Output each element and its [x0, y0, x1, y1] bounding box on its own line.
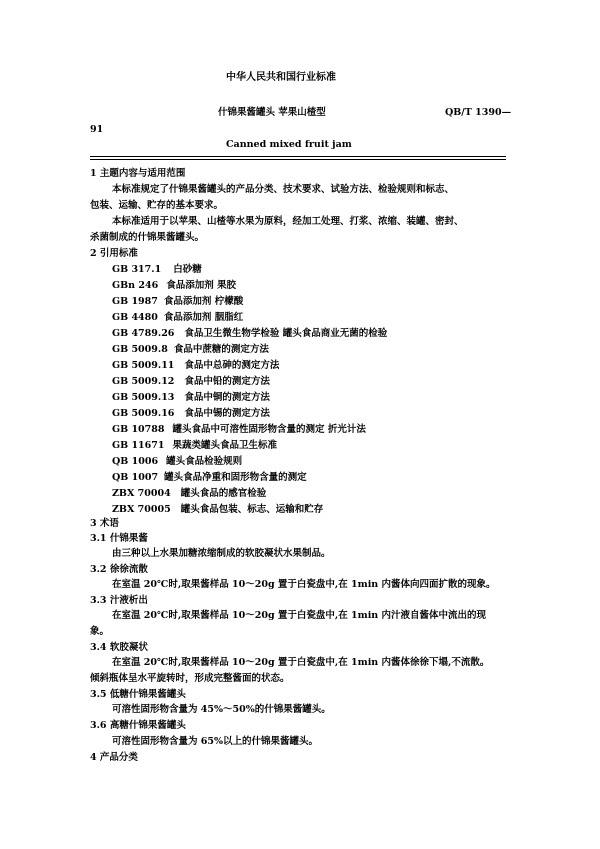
term-3-4-heading: 3.4 软胶凝状	[90, 642, 148, 653]
term-3-4-body: 在室温 20℃时,取果酱样品 10～20g 置于白瓷盘中,在 1min 内酱体徐徐下塌,不流散。	[112, 657, 490, 668]
org-title: 中华人民共和国行业标准	[226, 72, 336, 83]
reference-item: QB 1007 罐头食品净重和固形物含量的测定	[112, 472, 307, 483]
standard-year: 91	[90, 124, 104, 135]
section-1-para-2: 本标准适用于以苹果、山楂等水果为原料，经加工处理、打浆、浓缩、装罐、密封、	[112, 216, 464, 227]
term-3-6-heading: 3.6 高糖什锦果酱罐头	[90, 720, 186, 731]
term-3-6-body: 可溶性固形物含量为 65%以上的什锦果酱罐头。	[112, 736, 319, 747]
reference-item: GB 317.1 白砂糖	[112, 264, 202, 275]
term-3-3-heading: 3.3 汁液析出	[90, 595, 148, 606]
reference-item: GBn 246 食品添加剂 果胶	[112, 280, 236, 291]
term-3-1-body: 由三种以上水果加糖浓缩制成的软胶凝状水果制品。	[112, 548, 331, 559]
standard-number: QB/T 1390—	[445, 107, 512, 118]
reference-item: GB 5009.12 食品中铅的测定方法	[112, 376, 270, 387]
reference-item: GB 10788 罐头食品中可溶性固形物含量的测定 折光计法	[112, 424, 366, 435]
reference-item: GB 5009.8 食品中蔗糖的测定方法	[112, 344, 269, 355]
reference-item: ZBX 70005 罐头食品包装、标志、运输和贮存	[112, 504, 324, 515]
reference-item: ZBX 70004 罐头食品的感官检验	[112, 488, 267, 499]
section-4-heading: 4 产品分类	[90, 752, 138, 763]
term-3-1-heading: 3.1 什锦果酱	[90, 533, 148, 544]
reference-item: GB 4480 食品添加剂 胭脂红	[112, 312, 244, 323]
term-3-2-body: 在室温 20℃时,取果酱样品 10～20g 置于白瓷盘中,在 1min 内酱体向四面扩散的现象。	[112, 579, 496, 590]
section-2-heading: 2 引用标准	[90, 248, 138, 259]
section-1-para-1: 本标准规定了什锦果酱罐头的产品分类、技术要求、试验方法、检验规则和标志、	[112, 184, 455, 195]
term-3-3-body-cont: 象。	[90, 626, 110, 637]
reference-item: QB 1006 罐头食品检验规则	[112, 456, 243, 467]
standard-title-en: Canned mixed fruit jam	[226, 139, 352, 150]
term-3-4-body-cont: 倾斜瓶体呈水平旋转时，形成完整酱面的状态。	[90, 673, 290, 684]
reference-item: GB 5009.16 食品中锡的测定方法	[112, 408, 270, 419]
term-3-3-body: 在室温 20℃时,取果酱样品 10～20g 置于白瓷盘中,在 1min 内汁液自酱体中流出的现	[112, 610, 487, 621]
reference-item: GB 11671 果蔬类罐头食品卫生标准	[112, 440, 278, 451]
section-1-para-2-cont: 杀菌制成的什锦果酱罐头。	[90, 232, 205, 243]
section-1-heading: 1 主题内容与适用范围	[90, 168, 186, 179]
term-3-2-heading: 3.2 徐徐流散	[90, 564, 148, 575]
reference-item: GB 1987 食品添加剂 柠檬酸	[112, 296, 244, 307]
reference-item: GB 5009.13 食品中铜的测定方法	[112, 392, 270, 403]
section-3-heading: 3 术语	[90, 518, 119, 529]
reference-item: GB 4789.26 食品卫生微生物学检验 罐头食品商业无菌的检验	[112, 328, 388, 339]
header-rule	[90, 156, 506, 157]
standard-title-cn: 什锦果酱罐头 苹果山楂型	[218, 107, 326, 118]
section-1-para-1-cont: 包装、运输、贮存的基本要求。	[90, 200, 224, 211]
term-3-5-body: 可溶性固形物含量为 45%～50%的什锦果酱罐头。	[112, 704, 331, 715]
header-rule-2	[90, 159, 506, 160]
term-3-5-heading: 3.5 低糖什锦果酱罐头	[90, 689, 186, 700]
reference-item: GB 5009.11 食品中总砷的测定方法	[112, 360, 280, 371]
